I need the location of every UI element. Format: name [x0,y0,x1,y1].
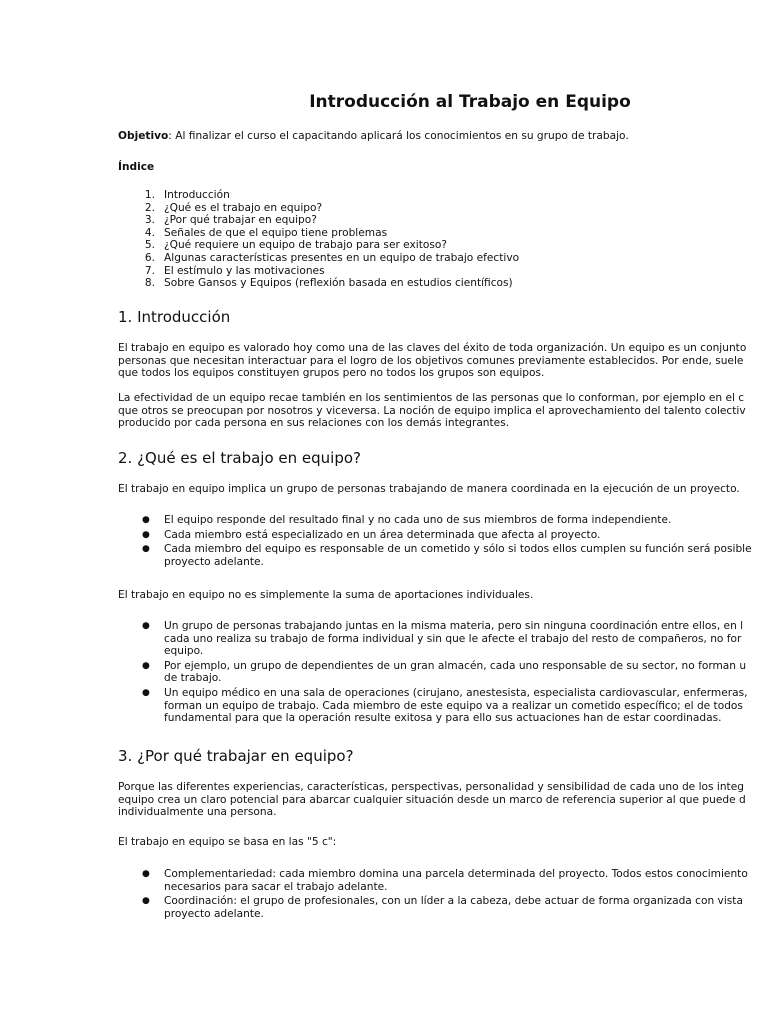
index-item-text: El estímulo y las motivaciones [164,264,325,277]
index-item-number: 5. [144,239,155,252]
section-2-intro: El trabajo en equipo implica un grupo de personas trabajando de manera coordinada en la ejecución de un proyecto. [118,483,740,495]
index-heading: Índice [118,161,155,173]
index-item [118,202,519,215]
index-item-text: Sobre Gansos y Equipos (reflexión basada en estudios científicos) [164,277,513,290]
paragraph-line: que otros se preocupan por nosotros y viceversa. La noción de equipo implica el aprovechamiento del talento colectiv [118,404,746,417]
index-item-text: ¿Qué es el trabajo en equipo? [164,201,323,214]
bullet-icon: ● [142,869,150,879]
bullet-icon: ● [142,515,150,525]
objective-label: Objetivo [118,130,169,142]
paragraph-line: La efectividad de un equipo recae también en los sentimientos de las personas que lo conforman, por ejemplo en el c [118,392,745,404]
section-1-heading: 1. Introducción [118,308,231,326]
section-1-paragraph-1 [118,342,746,380]
bullet-item [118,543,752,568]
section-3-heading: 3. ¿Por qué trabajar en equipo? [118,747,354,765]
bullet-line: cada uno realiza su trabajo de forma individual y sin que le afecte el trabajo del resto de compañeros, no for [164,632,742,645]
paragraph-line: que todos los equipos constituyen grupos pero no todos los grupos son equipos. [118,367,545,380]
bullet-line: forman un equipo de trabajo. Cada miembro de este equipo va a realizar un cometido específico; el de todos [164,699,743,712]
section-1-paragraph-2 [118,392,746,430]
bullet-line: Coordinación: el grupo de profesionales, con un líder a la cabeza, debe actuar de forma organizada con vista [164,895,743,908]
index-item-number: 7. [144,264,155,277]
bullet-line: Complementariedad: cada miembro domina una parcela determinada del proyecto. Todos estos conocimiento [164,868,748,880]
document-title: Introducción al Trabajo en Equipo [309,92,631,112]
bullet-item [118,895,748,920]
paragraph-line: El trabajo en equipo es valorado hoy como una de las claves del éxito de toda organización. Un equipo es un conjunto [118,342,747,354]
index-item-number: 3. [144,214,155,227]
paragraph-line: producido por cada persona en sus relaciones con los demás integrantes. [118,417,510,430]
section-3-bullet-list [118,868,748,922]
index-item [118,214,519,227]
section-2-heading: 2. ¿Qué es el trabajo en equipo? [118,449,361,467]
index-item-number: 6. [144,251,155,264]
bullet-line: proyecto adelante. [164,907,264,920]
section-2-middle-paragraph: El trabajo en equipo no es simplemente la suma de aportaciones individuales. [118,589,534,601]
index-item [118,252,519,265]
section-3-paragraph-2: El trabajo en equipo se basa en las "5 c": [118,836,337,848]
bullet-icon: ● [142,544,150,555]
index-item-number: 1. [144,189,155,201]
index-item-text: ¿Qué requiere un equipo de trabajo para ser exitoso? [164,239,447,252]
index-item [118,239,519,252]
index-item-text: Señales de que el equipo tiene problemas [164,226,388,239]
paragraph-line: Porque las diferentes experiencias, características, perspectivas, personalidad y sensibilidad de cada uno de los integ [118,781,744,793]
bullet-item [118,868,748,893]
section-3-paragraph-1 [118,781,746,819]
objective-paragraph [118,130,629,143]
bullet-line: necesarios para sacar el trabajo adelante. [164,880,388,893]
paragraph-line: individualmente una persona. [118,806,277,819]
bullet-line: Un equipo médico en una sala de operaciones (cirujano, anestesista, especialista cardiovascular, enfermeras, [164,686,748,699]
bullet-line: Cada miembro está especializado en un área determinada que afecta al proyecto. [164,528,601,541]
bullet-item [118,687,748,725]
bullet-icon: ● [142,660,150,671]
section-2-bullet-list-2 [118,620,748,727]
index-item [118,277,519,290]
index-list [118,189,519,290]
bullet-line: Un grupo de personas trabajando juntas en la misma materia, pero sin ninguna coordinación entre ellos, en l [164,620,744,632]
section-2-bullet-list-1 [118,514,752,570]
index-item-number: 8. [144,277,155,290]
bullet-line: de trabajo. [164,672,222,685]
bullet-line: fundamental para que la operación resulte exitosa y para ello sus actuaciones han de estar coordinadas. [164,712,722,725]
bullet-line: El equipo responde del resultado final y no cada uno de sus miembros de forma independiente. [164,514,672,526]
bullet-item [118,620,748,658]
index-item-number: 4. [144,226,155,239]
objective-text: : Al finalizar el curso el capacitando aplicará los conocimientos en su grupo de trabajo. [168,130,629,142]
bullet-line: Cada miembro del equipo es responsable de un cometido y sólo si todos ellos cumplen su función será posible [164,543,752,556]
paragraph-line: equipo crea un claro potencial para abarcar cualquier situación desde un marco de referencia superior al que puede d [118,793,746,806]
index-item-text: Introducción [164,189,230,201]
bullet-icon: ● [142,529,150,540]
bullet-icon: ● [142,687,150,698]
index-item-number: 2. [144,201,155,214]
index-item-text: Algunas características presentes en un equipo de trabajo efectivo [164,251,520,264]
bullet-icon: ● [142,896,150,907]
index-item [118,189,519,202]
index-item-text: ¿Por qué trabajar en equipo? [164,214,317,227]
bullet-item [118,660,748,685]
bullet-line: equipo. [164,645,204,658]
bullet-item [118,514,752,527]
bullet-item [118,529,752,542]
index-item [118,265,519,278]
bullet-line: proyecto adelante. [164,555,264,568]
bullet-line: Por ejemplo, un grupo de dependientes de un gran almacén, cada uno responsable de su sector, no forman u [164,659,747,672]
paragraph-line: personas que necesitan interactuar para el logro de los objetivos comunes previamente establecidos. Por ende, suele [118,354,744,367]
bullet-icon: ● [142,621,150,631]
index-item [118,227,519,240]
